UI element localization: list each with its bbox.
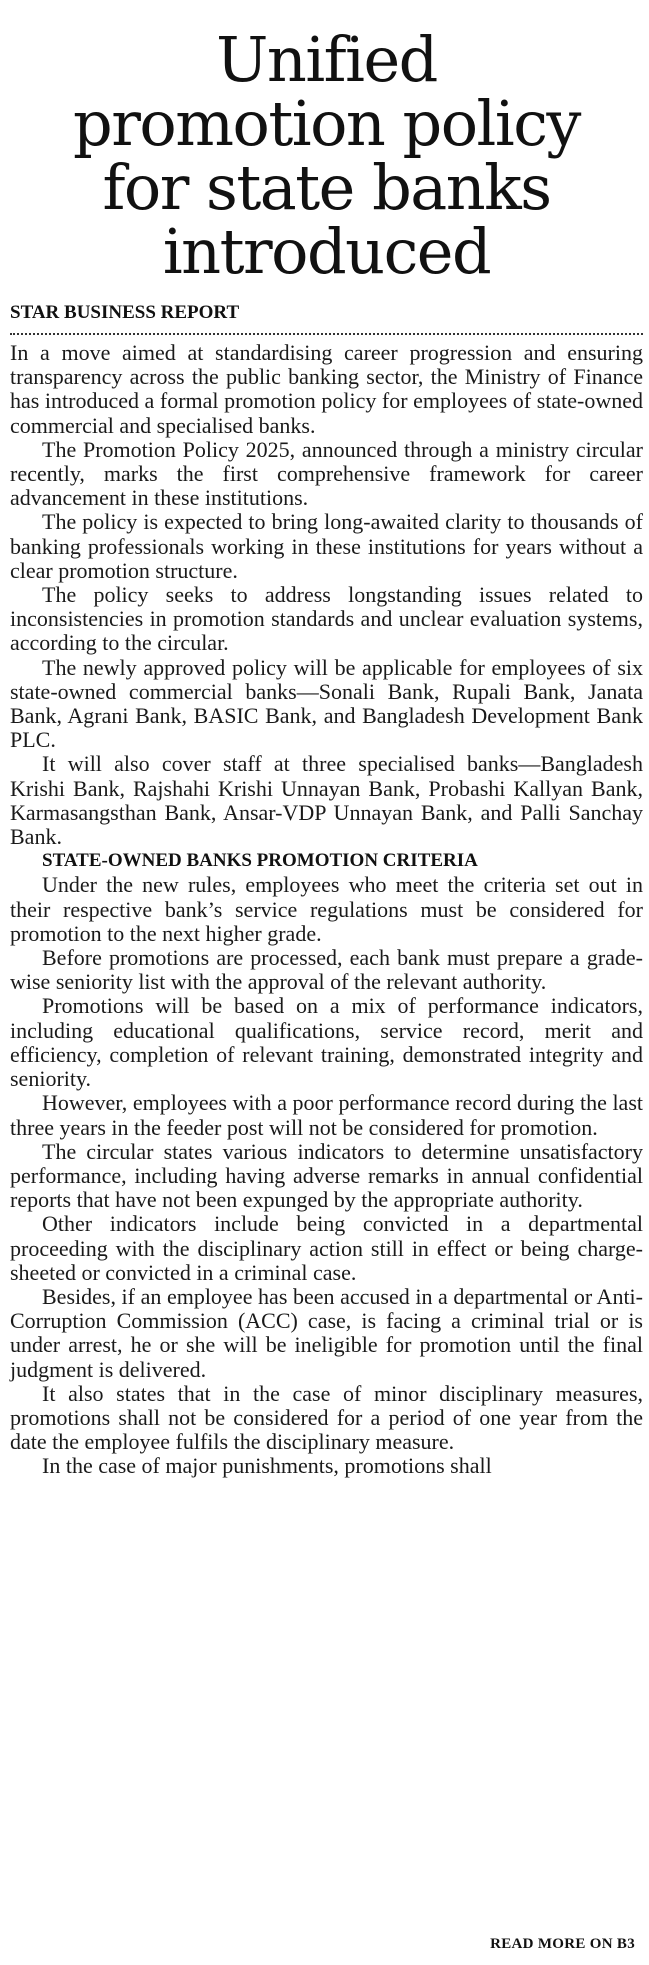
body-paragraph: It also states that in the case of minor disciplinary measures, promotions shall not be considered for a period of one year from the date the employee fulfils the disciplinary measure. bbox=[10, 1380, 643, 1455]
headline-line: promotion policy bbox=[73, 87, 580, 160]
continuation-note: READ MORE ON B3 bbox=[490, 1936, 635, 1952]
section-subhead: STATE-OWNED BANKS PROMOTION CRITERIA bbox=[42, 850, 478, 872]
body-paragraph: The policy is expected to bring long-awaited clarity to thousands of banking professionals working in these institutions for years without a clear promotion structure. bbox=[10, 509, 643, 583]
body-paragraph: The newly approved policy will be applicable for employees of six state-owned commercial banks—Sonali Bank, Rupali Bank, Janata Bank, Agrani Bank, BASIC Bank, and Bangladesh Development Bank PLC. bbox=[10, 654, 643, 753]
headline-line: Unified bbox=[216, 23, 437, 96]
headline-line: for state banks bbox=[102, 151, 551, 224]
byline: STAR BUSINESS REPORT bbox=[10, 302, 240, 323]
body-paragraph: Besides, if an employee has been accused in a departmental or Anti-Corruption Commission (ACC) case, is facing a criminal trial or is under arrest, he or she will be ineligible for promotion until the final judgment is delivered. bbox=[10, 1283, 643, 1382]
dotted-divider bbox=[10, 333, 643, 335]
body-paragraph: The Promotion Policy 2025, announced through a ministry circular recently, marks the first comprehensive framework for career advancement in these institutions. bbox=[10, 436, 643, 511]
article-body bbox=[10, 341, 643, 1479]
body-paragraph: It will also cover staff at three specialised banks—Bangladesh Krishi Bank, Rajshahi Krishi Unnayan Bank, Probashi Kallyan Bank, Karmasangsthan Bank, Ansar-VDP Unnayan Bank, and Palli Sanchay Bank. bbox=[10, 751, 643, 850]
body-paragraph: However, employees with a poor performance record during the last three years in the feeder post will not be considered for promotion. bbox=[10, 1090, 643, 1140]
headline-line: introduced bbox=[162, 215, 491, 288]
body-paragraph: The circular states various indicators to determine unsatisfactory performance, including having adverse remarks in annual confidential reports that have not been expunged by the appropriate authority. bbox=[10, 1138, 643, 1213]
body-paragraph: Promotions will be based on a mix of performance indicators, including educational qualifications, service record, merit and efficiency, completion of relevant training, demonstrated integrity and seniority. bbox=[10, 993, 643, 1092]
body-paragraph: The policy seeks to address longstanding issues related to inconsistencies in promotion standards and unclear evaluation systems, according to the circular. bbox=[10, 582, 643, 656]
body-paragraph: Before promotions are processed, each bank must prepare a grade-wise seniority list with the approval of the relevant authority. bbox=[10, 945, 643, 995]
body-paragraph: In the case of major punishments, promotions shall bbox=[42, 1453, 492, 1479]
body-paragraph: Under the new rules, employees who meet the criteria set out in their respective bank’s service regulations must be considered for promotion to the next higher grade. bbox=[10, 872, 643, 946]
body-paragraph: In a move aimed at standardising career progression and ensuring transparency across the public banking sector, the Ministry of Finance has introduced a formal promotion policy for employees of state-owned commercial and specialised banks. bbox=[10, 340, 643, 438]
article-headline bbox=[10, 23, 643, 288]
body-paragraph: Other indicators include being convicted in a departmental proceeding with the disciplinary action still in effect or being charge-sheeted or convicted in a criminal case. bbox=[10, 1211, 643, 1285]
